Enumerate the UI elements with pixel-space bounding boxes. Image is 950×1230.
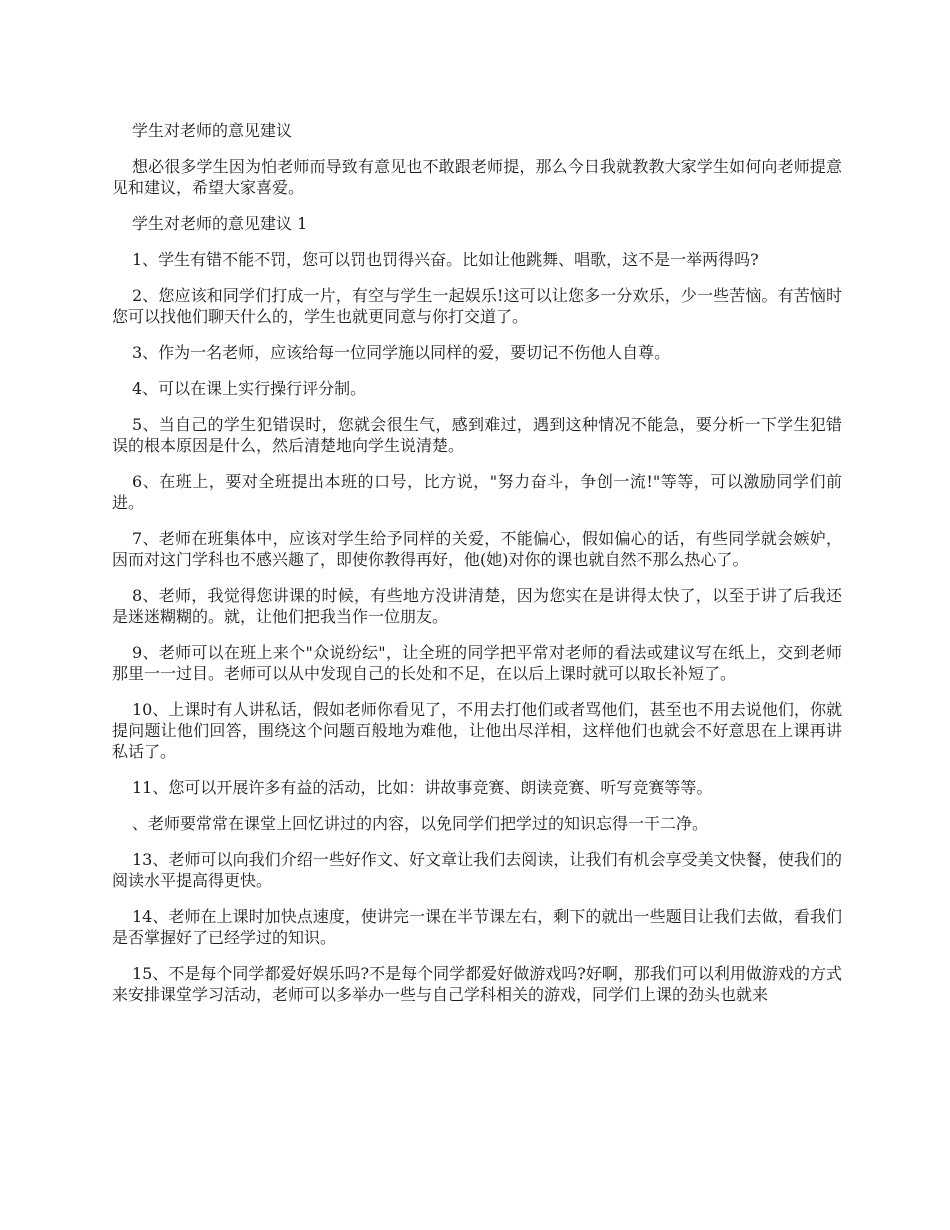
document-title: 学生对老师的意见建议 [132,121,293,140]
suggestion-item-2: 2、您应该和同学们打成一片，有空与学生一起娱乐!这可以让您多一分欢乐，少一些苦恼。有苦恼时您可以找他们聊天什么的，学生也就更同意与你打交道了。 [112,286,842,326]
intro-paragraph: 想必很多学生因为怕老师而导致有意见也不敢跟老师提，那么今日我就教教大家学生如何向老师提意见和建议，希望大家喜爱。 [112,157,842,197]
suggestion-item-8: 8、老师，我觉得您讲课的时候，有些地方没讲清楚，因为您实在是讲得太快了，以至于讲了后我还是迷迷糊糊的。就，让他们把我当作一位朋友。 [112,586,842,626]
document-page [112,120,842,1020]
suggestion-item-14: 14、老师在上课时加快点速度，使讲完一课在半节课左右，剩下的就出一些题目让我们去做，看我们是否掌握好了已经学过的知识。 [112,907,842,947]
suggestion-item-12: 、老师要常常在课堂上回忆讲过的内容，以免同学们把学过的知识忘得一干二净。 [132,814,709,833]
suggestion-item-13: 13、老师可以向我们介绍一些好作文、好文章让我们去阅读，让我们有机会享受美文快餐，使我们的阅读水平提高得更快。 [112,850,842,890]
suggestion-item-15: 15、不是每个同学都爱好娱乐吗?不是每个同学都爱好做游戏吗?好啊，那我们可以利用做游戏的方式来安排课堂学习活动，老师可以多举办一些与自己学科相关的游戏，同学们上课的劲头也就来 [112,964,842,1004]
suggestion-item-11: 11、您可以开展许多有益的活动，比如：讲故事竞赛、朗读竞赛、听写竞赛等等。 [132,778,713,797]
suggestion-item-7: 7、老师在班集体中，应该对学生给予同样的关爱，不能偏心，假如偏心的话，有些同学就会嫉妒，因而对这门学科也不感兴趣了，即使你教得再好，他(她)对你的课也就自然不那么热心了。 [112,529,842,569]
suggestion-item-5: 5、当自己的学生犯错误时，您就会很生气，感到难过，遇到这种情况不能急，要分析一下学生犯错误的根本原因是什么，然后清楚地向学生说清楚。 [112,415,842,455]
suggestion-item-1: 1、学生有错不能不罚，您可以罚也罚得兴奋。比如让他跳舞、唱歌，这不是一举两得吗? [132,250,759,269]
section-title: 学生对老师的意见建议 1 [132,214,308,233]
suggestion-item-10: 10、上课时有人讲私话，假如老师你看见了，不用去打他们或者骂他们，甚至也不用去说他们，你就提问题让他们回答，围绕这个问题百般地为难他，让他出尽洋相，这样他们也就会不好意思在上课再讲私话了。 [112,700,842,761]
suggestion-item-6: 6、在班上，要对全班提出本班的口号，比方说，"努力奋斗，争创一流!"等等，可以激励同学们前进。 [112,472,842,512]
suggestion-item-9: 9、老师可以在班上来个"众说纷纭"，让全班的同学把平常对老师的看法或建议写在纸上，交到老师那里一一过目。老师可以从中发现自己的长处和不足，在以后上课时就可以取长补短了。 [112,643,842,683]
suggestion-item-3: 3、作为一名老师，应该给每一位同学施以同样的爱，要切记不伤他人自尊。 [132,343,671,362]
suggestion-item-4: 4、可以在课上实行操行评分制。 [132,379,367,398]
